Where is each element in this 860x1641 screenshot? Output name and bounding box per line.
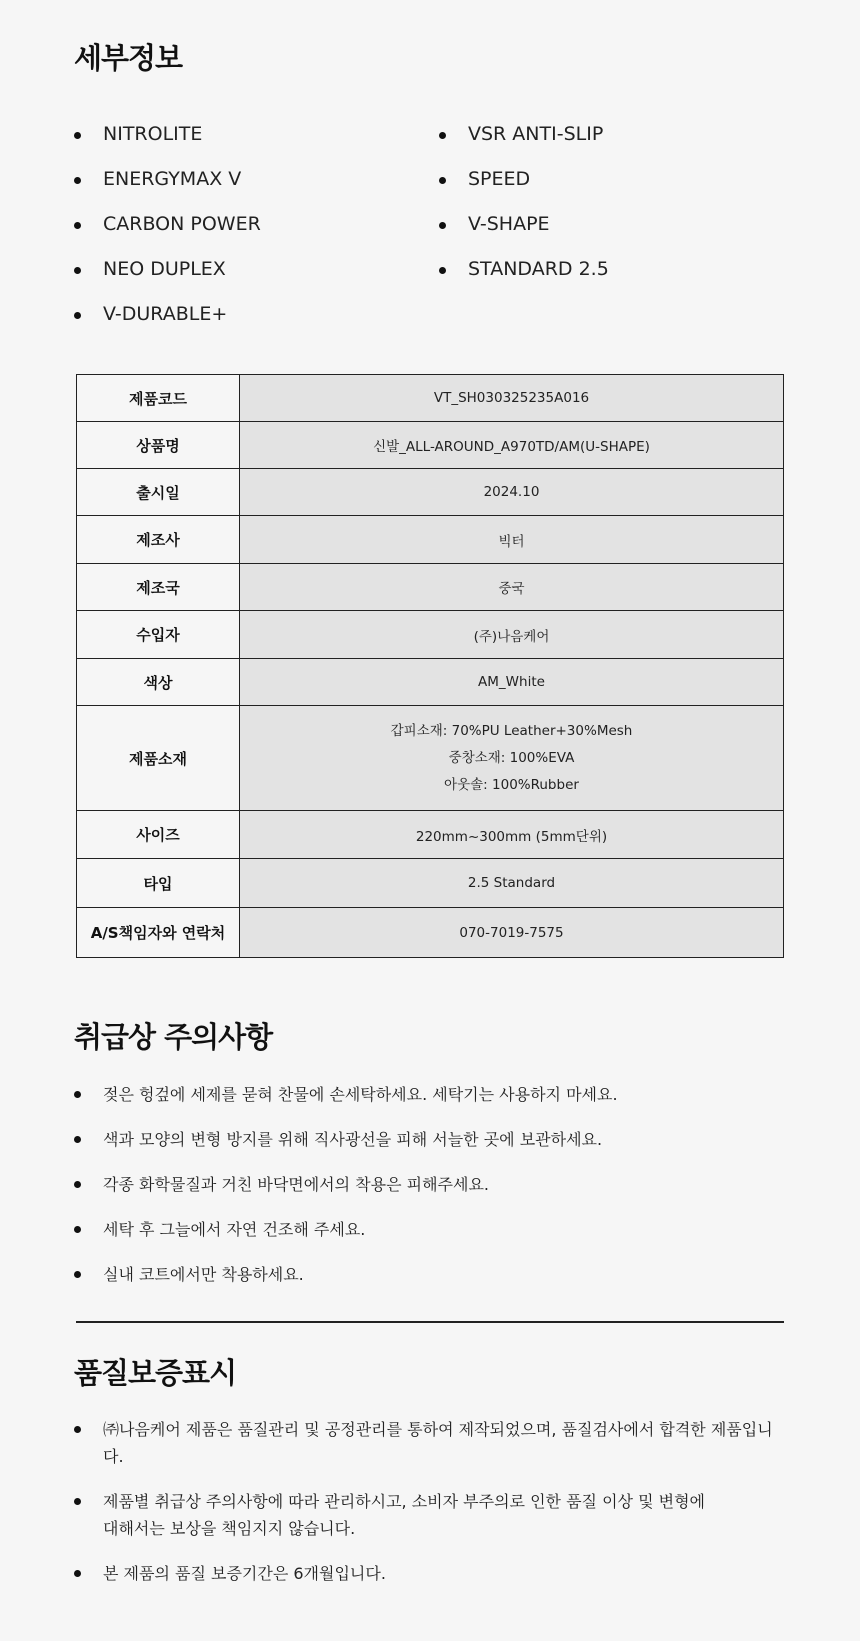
spec-row <box>77 422 784 469</box>
care-item: 색과 모양의 변형 방지를 위해 직사광선을 피해 서늘한 곳에 보관하세요. <box>74 1126 786 1153</box>
spec-label: 타입 <box>77 859 240 908</box>
spec-label: 제품코드 <box>77 375 240 422</box>
care-list <box>74 1081 786 1306</box>
feature-item: VSR ANTI-SLIP <box>439 112 609 157</box>
feature-item: NEO DUPLEX <box>74 247 439 292</box>
spec-value: (주)나음케어 <box>240 611 784 659</box>
spec-value: AM_White <box>240 659 784 706</box>
feature-list-left <box>74 112 439 337</box>
feature-item: V-DURABLE+ <box>74 292 439 337</box>
spec-row <box>77 659 784 706</box>
spec-value: 2.5 Standard <box>240 859 784 908</box>
care-item: 실내 코트에서만 착용하세요. <box>74 1261 786 1288</box>
quality-item: 제품별 취급상 주의사항에 따라 관리하시고, 소비자 부주의로 인한 품질 이상 및 변형에 대해서는 보상을 책임지지 않습니다. <box>74 1488 786 1542</box>
spec-value-material <box>240 706 784 811</box>
spec-value: VT_SH030325235A016 <box>240 375 784 422</box>
spec-value: 2024.10 <box>240 469 784 516</box>
spec-label: 수입자 <box>77 611 240 659</box>
feature-list <box>74 112 786 337</box>
spec-row <box>77 375 784 422</box>
spec-row <box>77 611 784 659</box>
spec-value: 빅터 <box>240 516 784 564</box>
care-item: 세탁 후 그늘에서 자연 건조해 주세요. <box>74 1216 786 1243</box>
spec-value: 신발_ALL-AROUND_A970TD/AM(U-SHAPE) <box>240 422 784 469</box>
material-line: 갑피소재: 70%PU Leather+30%Mesh <box>390 722 633 739</box>
spec-row <box>77 706 784 811</box>
feature-list-right <box>439 112 609 337</box>
quality-title: 품질보증표시 <box>74 1356 237 1390</box>
spec-value: 중국 <box>240 564 784 611</box>
spec-value: 070-7019-7575 <box>240 908 784 958</box>
material-line: 중창소재: 100%EVA <box>448 749 575 766</box>
care-title: 취급상 주의사항 <box>74 1020 273 1054</box>
spec-table <box>76 374 784 958</box>
feature-item: V-SHAPE <box>439 202 609 247</box>
quality-item: 본 제품의 품질 보증기간은 6개월입니다. <box>74 1560 786 1587</box>
spec-value: 220mm~300mm (5mm단위) <box>240 811 784 859</box>
spec-row <box>77 564 784 611</box>
spec-row <box>77 469 784 516</box>
feature-item: STANDARD 2.5 <box>439 247 609 292</box>
spec-row <box>77 811 784 859</box>
spec-row <box>77 908 784 958</box>
section-divider <box>76 1321 784 1323</box>
spec-label: 제품소재 <box>77 706 240 811</box>
spec-row <box>77 859 784 908</box>
spec-label: 출시일 <box>77 469 240 516</box>
spec-row <box>77 516 784 564</box>
feature-item: SPEED <box>439 157 609 202</box>
quality-item: ㈜나음케어 제품은 품질관리 및 공정관리를 통하여 제작되었으며, 품질검사에서 합격한 제품입니다. <box>74 1416 786 1470</box>
spec-label: 사이즈 <box>77 811 240 859</box>
feature-item: CARBON POWER <box>74 202 439 247</box>
spec-label: 제조국 <box>77 564 240 611</box>
quality-list <box>74 1416 786 1605</box>
care-item: 젖은 헝겊에 세제를 묻혀 찬물에 손세탁하세요. 세탁기는 사용하지 마세요. <box>74 1081 786 1108</box>
spec-label: 색상 <box>77 659 240 706</box>
spec-label: 제조사 <box>77 516 240 564</box>
details-title: 세부정보 <box>74 41 183 75</box>
material-line: 아웃솔: 100%Rubber <box>444 776 579 793</box>
feature-item: ENERGYMAX V <box>74 157 439 202</box>
care-item: 각종 화학물질과 거친 바닥면에서의 착용은 피해주세요. <box>74 1171 786 1198</box>
spec-label: 상품명 <box>77 422 240 469</box>
spec-label: A/S책임자와 연락처 <box>77 908 240 958</box>
feature-item: NITROLITE <box>74 112 439 157</box>
